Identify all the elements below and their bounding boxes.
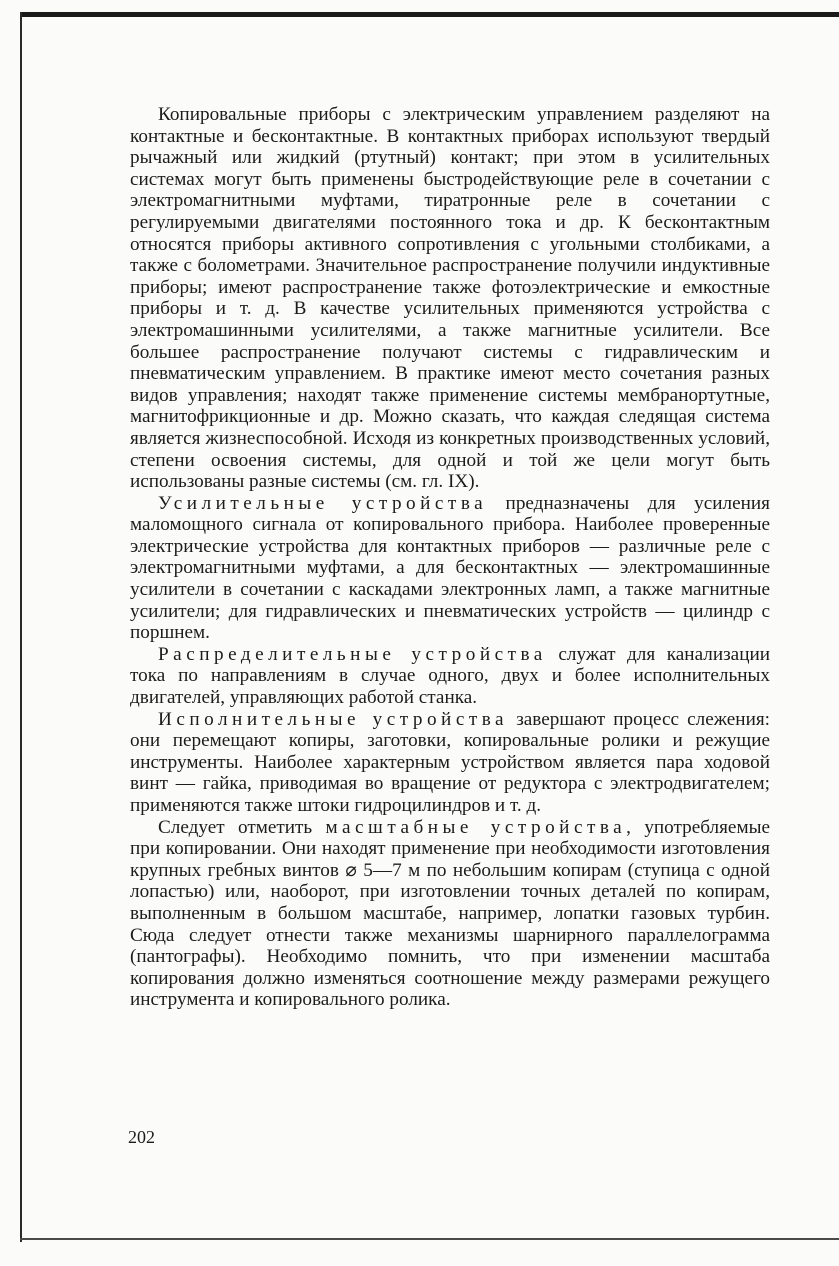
paragraph-distribution-devices (130, 644, 770, 709)
top-border-line (20, 12, 839, 17)
body-text (130, 104, 770, 1011)
paragraph-text: , употребляемые при копировании. Они находят применение при необходимости изготовления крупных гребных винтов ⌀ 5—7 м по небольшим копирам (ступица с одной лопастью) или, наоборот, при изготовлении точных деталей по копирам, выполненным в большом масштабе, например, лопатки газовых турбин. Сюда следует отнести также механизмы шарнирного параллелограмма (пантографы). Необходимо помнить, что при изменении масштаба копирования должно изменяться соотношение между размерами режущего инструмента и копировального ролика. (130, 816, 770, 1011)
page-number: 202 (128, 1127, 155, 1147)
spaced-term: Усилительные устройства (158, 492, 488, 514)
paragraph-text: завершают процесс слежения: они перемещают копиры, заготовки, копировальные ролики и режущие инструменты. Наиболее характерным устройством является пара ходовой винт — гайка, приводимая во вращение от редуктора с электродвигателем; применяются также штоки гидроцилиндров и т. д. (130, 708, 770, 816)
paragraph-text: предназначены для усиления маломощного сигнала от копировального прибора. Наиболее проверенные электрические устройства для контактных приборов — различные реле с электромагнитными муфтами, а для бесконтактных — электромашинные усилители в сочетании с каскадами электронных ламп, а также магнитные усилители; для гидравлических и пневматических устройств — цилиндр с поршнем. (130, 492, 770, 644)
paragraph-executive-devices (130, 709, 770, 817)
paragraph-lead: Следует отметить (158, 816, 326, 838)
left-border-line (20, 12, 22, 1242)
paragraph-scale-devices (130, 817, 770, 1011)
paragraph-text: Копировальные приборы с электрическим управлением разделяют на контактные и бесконтактные. В контактных приборах используют твердый рычажный или жидкий (ртутный) контакт; при этом в усилительных системах могут быть применены быстродействующие реле в сочетании с электромагнитными муфтами, тиратронные реле в сочетании с регулируемыми двигателями постоянного тока и др. К бесконтактным относятся приборы активного сопротивления с угольными столбиками, а также с болометрами. Значительное распространение получили индуктивные приборы; имеют распространение также фотоэлектрические и емкостные приборы и т. д. В качестве усилительных применяются устройства с электромашинными усилителями, а также магнитные усилители. Все большее распространение получают системы с гидравлическим и пневматическим управлением. В практике имеют место сочетания разных видов управления; находят также применение системы мембранортутные, магнитофрикционные и др. Можно сказать, что каждая следящая система является жизнеспособной. Исходя из конкретных производственных условий, степени освоения системы, для одной и той же цели могут быть использованы разные системы (см. гл. IX). (130, 104, 770, 493)
bottom-border-line (20, 1238, 839, 1240)
spaced-term: Распределительные устройства (158, 643, 547, 665)
paragraph-amplifying-devices (130, 493, 770, 644)
spaced-term: масштабные устройства (325, 816, 627, 838)
spaced-term: Исполнительные устройства (158, 708, 509, 730)
paragraph-text: служат для канализации тока по направлениям в случае одного, двух и более исполнительных двигателей, управляющих работой станка. (130, 643, 770, 709)
paragraph-copying-devices (130, 104, 770, 493)
